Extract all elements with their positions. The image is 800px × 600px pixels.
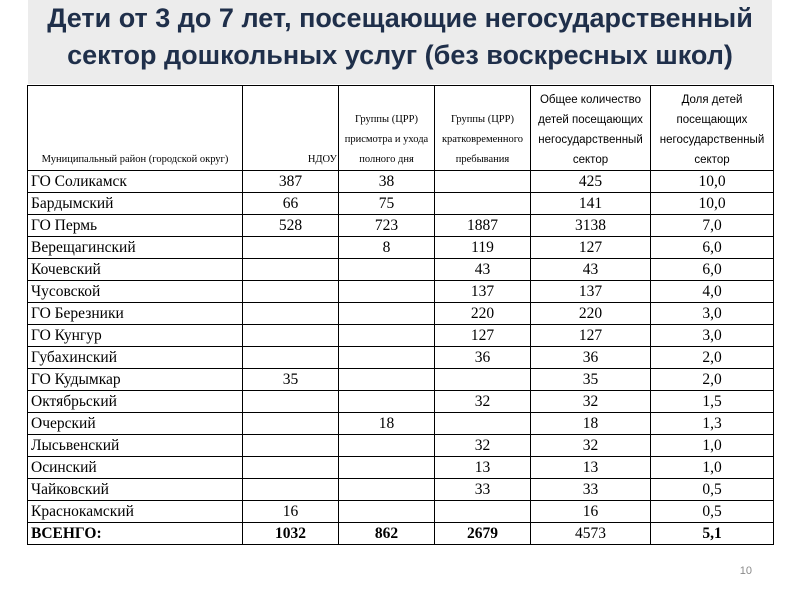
short-stay-cell: 43 [435, 259, 531, 281]
short-stay-cell: 32 [435, 435, 531, 457]
ndou-cell: 387 [243, 171, 339, 193]
share-cell: 3,0 [651, 325, 774, 347]
full-day-cell [339, 501, 435, 523]
share-cell: 6,0 [651, 237, 774, 259]
table-row [28, 215, 774, 237]
municipality-cell: ГО Кудымкар [28, 369, 243, 391]
short-stay-cell: 32 [435, 391, 531, 413]
share-cell: 10,0 [651, 171, 774, 193]
ndou-cell [243, 303, 339, 325]
table-row [28, 501, 774, 523]
total-full-day-cell: 862 [339, 523, 435, 545]
table-header-row [28, 86, 774, 171]
total-short-stay-cell: 2679 [435, 523, 531, 545]
share-cell: 0,5 [651, 479, 774, 501]
short-stay-cell [435, 171, 531, 193]
title-band [28, 0, 772, 84]
share-cell: 4,0 [651, 281, 774, 303]
ndou-cell [243, 259, 339, 281]
slide-title: Дети от 3 до 7 лет, посещающие негосударственный сектор дошкольных услуг (без воскресных школ) [47, 3, 753, 70]
share-cell: 2,0 [651, 347, 774, 369]
full-day-cell: 75 [339, 193, 435, 215]
table-row [28, 303, 774, 325]
total-cell: 32 [531, 391, 651, 413]
municipality-cell: Краснокамский [28, 501, 243, 523]
total-share-cell: 5,1 [651, 523, 774, 545]
short-stay-cell: 137 [435, 281, 531, 303]
total-cell: 36 [531, 347, 651, 369]
ndou-cell [243, 325, 339, 347]
full-day-cell: 723 [339, 215, 435, 237]
municipality-cell: Бардымский [28, 193, 243, 215]
table-row [28, 369, 774, 391]
short-stay-cell [435, 369, 531, 391]
full-day-cell [339, 347, 435, 369]
header-municipality: Муниципальный район (городской округ) [28, 86, 243, 171]
total-cell: 127 [531, 325, 651, 347]
total-total-cell: 4573 [531, 523, 651, 545]
short-stay-cell: 33 [435, 479, 531, 501]
ndou-cell [243, 457, 339, 479]
table-row [28, 347, 774, 369]
total-cell: 220 [531, 303, 651, 325]
short-stay-cell: 127 [435, 325, 531, 347]
full-day-cell [339, 369, 435, 391]
table-row [28, 281, 774, 303]
ndou-cell [243, 479, 339, 501]
ndou-cell [243, 281, 339, 303]
total-cell: 16 [531, 501, 651, 523]
full-day-cell [339, 281, 435, 303]
share-cell: 3,0 [651, 303, 774, 325]
municipality-cell: Губахинский [28, 347, 243, 369]
header-ndou: НДОУ [243, 86, 339, 171]
total-cell: 18 [531, 413, 651, 435]
full-day-cell: 18 [339, 413, 435, 435]
short-stay-cell [435, 413, 531, 435]
table-row [28, 237, 774, 259]
total-cell: 137 [531, 281, 651, 303]
municipality-cell: Лысьвенский [28, 435, 243, 457]
municipality-cell: ГО Кунгур [28, 325, 243, 347]
full-day-cell [339, 259, 435, 281]
share-cell: 1,0 [651, 435, 774, 457]
short-stay-cell: 1887 [435, 215, 531, 237]
header-short-stay-groups: Группы (ЦРР) кратковременного пребывания [435, 86, 531, 171]
ndou-cell [243, 435, 339, 457]
table-total-row [28, 523, 774, 545]
header-full-day-groups: Группы (ЦРР) присмотра и ухода полного дня [339, 86, 435, 171]
ndou-cell: 66 [243, 193, 339, 215]
total-ndou-cell: 1032 [243, 523, 339, 545]
ndou-cell [243, 391, 339, 413]
share-cell: 1,0 [651, 457, 774, 479]
full-day-cell [339, 303, 435, 325]
table-row [28, 325, 774, 347]
total-municipality-cell: ВСЕНГО: [28, 523, 243, 545]
short-stay-cell [435, 501, 531, 523]
municipality-cell: Чайковский [28, 479, 243, 501]
total-cell: 35 [531, 369, 651, 391]
share-cell: 2,0 [651, 369, 774, 391]
table-row [28, 193, 774, 215]
share-cell: 7,0 [651, 215, 774, 237]
ndou-cell [243, 347, 339, 369]
share-cell: 10,0 [651, 193, 774, 215]
total-cell: 425 [531, 171, 651, 193]
municipality-cell: ГО Пермь [28, 215, 243, 237]
total-cell: 141 [531, 193, 651, 215]
short-stay-cell: 13 [435, 457, 531, 479]
full-day-cell [339, 325, 435, 347]
header-total-children: Общее количество детей посещающих негосударственный сектор [531, 86, 651, 171]
table-row [28, 479, 774, 501]
short-stay-cell: 220 [435, 303, 531, 325]
municipality-cell: Очерский [28, 413, 243, 435]
municipality-cell: Чусовской [28, 281, 243, 303]
municipality-cell: Октябрьский [28, 391, 243, 413]
full-day-cell [339, 457, 435, 479]
ndou-cell: 16 [243, 501, 339, 523]
municipality-cell: ГО Соликамск [28, 171, 243, 193]
total-cell: 13 [531, 457, 651, 479]
table-row [28, 413, 774, 435]
full-day-cell [339, 391, 435, 413]
municipality-cell: Кочевский [28, 259, 243, 281]
short-stay-cell: 119 [435, 237, 531, 259]
table-row [28, 435, 774, 457]
total-cell: 43 [531, 259, 651, 281]
share-cell: 0,5 [651, 501, 774, 523]
table-row [28, 457, 774, 479]
table-row [28, 171, 774, 193]
municipality-cell: Верещагинский [28, 237, 243, 259]
total-cell: 32 [531, 435, 651, 457]
ndou-cell: 528 [243, 215, 339, 237]
full-day-cell: 8 [339, 237, 435, 259]
municipality-cell: ГО Березники [28, 303, 243, 325]
share-cell: 6,0 [651, 259, 774, 281]
total-cell: 3138 [531, 215, 651, 237]
total-cell: 33 [531, 479, 651, 501]
short-stay-cell: 36 [435, 347, 531, 369]
table-row [28, 259, 774, 281]
municipality-cell: Осинский [28, 457, 243, 479]
full-day-cell: 38 [339, 171, 435, 193]
full-day-cell [339, 479, 435, 501]
table-row [28, 391, 774, 413]
full-day-cell [339, 435, 435, 457]
page-number: 10 [739, 565, 752, 577]
total-cell: 127 [531, 237, 651, 259]
ndou-cell [243, 413, 339, 435]
statistics-table [27, 85, 774, 545]
ndou-cell: 35 [243, 369, 339, 391]
header-share-children: Доля детей посещающих негосударственный сектор [651, 86, 774, 171]
share-cell: 1,5 [651, 391, 774, 413]
ndou-cell [243, 237, 339, 259]
share-cell: 1,3 [651, 413, 774, 435]
short-stay-cell [435, 193, 531, 215]
